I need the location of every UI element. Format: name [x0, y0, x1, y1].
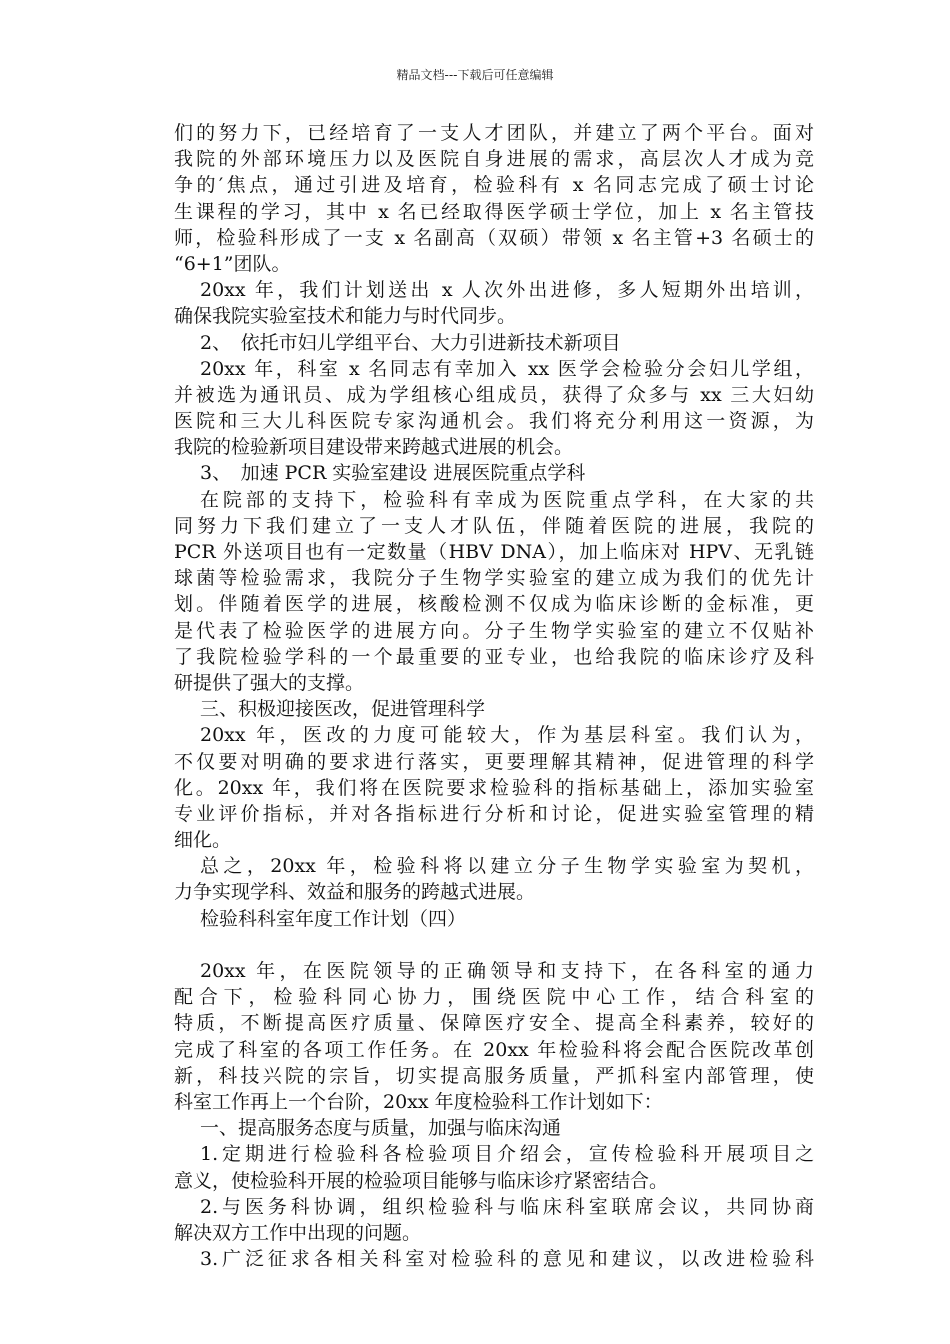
text-line: PCR 外送项目也有一定数量（HBV DNA），加上临床对 HPV、无乳链 [174, 541, 814, 563]
text-line: 我院的外部环境压力以及医院自身进展的需求，高层次人才成为竞 [174, 148, 814, 171]
text-line: 了我院检验学科的一个最重要的亚专业，也给我院的临床诊疗及科 [174, 645, 814, 668]
text-line: 特质，不断提高医疗质量、保障医疗安全、提高全科素养，较好的 [174, 1012, 814, 1035]
text-line: 研提供了强大的支撑。 [174, 671, 365, 694]
text-line: 我院的检验新项目建设带来跨越式进展的机会。 [174, 436, 574, 459]
text-line: 20xx 年，我们计划送出 x 人次外出进修，多人短期外出培训， [200, 279, 814, 302]
text-line: 意义，使检验科开展的检验项目能够与临床诊疗紧密结合。 [174, 1169, 669, 1192]
text-line: 20xx 年，在医院领导的正确领导和支持下，在各科室的通力 [200, 960, 814, 982]
text-line: 生课程的学习，其中 x 名已经取得医学硕士学位，加上 x 名主管技 [174, 200, 814, 223]
text-line: 划。伴随着医学的进展，核酸检测不仅成为临床诊断的金标准，更 [174, 593, 814, 616]
text-line: 3.广泛征求各相关科室对检验科的意见和建议，以改进检验科 [200, 1248, 814, 1271]
text-line: 总之，20xx 年，检验科将以建立分子生物学实验室为契机， [200, 855, 814, 878]
text-line: 解决双方工作中出现的问题。 [174, 1221, 422, 1244]
text-line: 完成了科室的各项工作任务。在 20xx 年检验科将会配合医院改革创 [174, 1038, 814, 1061]
blank-line [174, 932, 814, 958]
text-line: 一、提高服务态度与质量，加强与临床沟通 [200, 1117, 562, 1140]
text-line: 并被选为通讯员、成为学组核心组成员，获得了众多与 xx 三大妇幼 [174, 383, 814, 406]
text-line: 新，科技兴院的宗旨，切实提高服务质量，严抓科室内部管理，使 [174, 1064, 814, 1087]
text-line: 在院部的支持下，检验科有幸成为医院重点学科，在大家的共 [200, 488, 814, 511]
text-line: 化。20xx 年，我们将在医院要求检验科的指标基础上，添加实验室 [174, 776, 814, 799]
text-line: 配合下，检验科同心协力，围绕医院中心工作，结合科室的 [174, 986, 814, 1009]
text-line: 三、积极迎接医改，促进管理科学 [200, 698, 486, 721]
text-line: 2、 依托市妇儿学组平台、大力引进新技术新项目 [200, 331, 621, 354]
text-line: 们的努力下，已经培育了一支人才团队，并建立了两个平台。面对 [174, 122, 814, 144]
text-line: 20xx 年，科室 x 名同志有幸加入 xx 医学会检验分会妇儿学组， [200, 357, 814, 380]
text-line: “6+1”团队。 [174, 252, 291, 275]
text-line: 3、 加速 PCR 实验室建设 进展医院重点学科 [200, 462, 586, 485]
text-line: 球菌等检验需求，我院分子生物学实验室的建立成为我们的优先计 [174, 567, 814, 590]
text-line: 师，检验科形成了一支 x 名副高（双硕）带领 x 名主管+3 名硕士的 [174, 226, 814, 249]
text-line: 专业评价指标，并对各指标进行分析和讨论，促进实验室管理的精 [174, 802, 814, 825]
text-line: 医院和三大儿科医院专家沟通机会。我们将充分利用这一资源，为 [174, 410, 814, 433]
text-line: 细化。 [174, 829, 232, 852]
document-body [174, 120, 814, 1272]
text-line: 检验科科室年度工作计划（四） [200, 907, 467, 930]
text-line: 科室工作再上一个台阶，20xx 年度检验科工作计划如下： [174, 1090, 663, 1113]
text-line: 力争实现学科、效益和服务的跨越式进展。 [174, 881, 536, 904]
text-line: 争的′焦点，通过引进及培育，检验科有 x 名同志完成了硕士讨论 [174, 174, 814, 197]
page-header: 精品文档---下载后可任意编辑 [396, 68, 554, 82]
text-line: 20xx 年，医改的力度可能较大，作为基层科室。我们认为， [200, 724, 814, 747]
text-line: 是代表了检验医学的进展方向。分子生物学实验室的建立不仅贴补 [174, 619, 814, 642]
text-line: 1.定期进行检验科各检验项目介绍会，宣传检验科开展项目之 [200, 1143, 814, 1166]
text-line: 确保我院实验室技术和能力与时代同步。 [174, 305, 517, 328]
text-line: 不仅要对明确的要求进行落实，更要理解其精神，促进管理的科学 [174, 750, 814, 773]
text-line: 2.与医务科协调，组织检验科与临床科室联席会议，共同协商 [200, 1195, 814, 1218]
text-line: 同努力下我们建立了一支人才队伍，伴随着医院的进展，我院的 [174, 514, 814, 537]
